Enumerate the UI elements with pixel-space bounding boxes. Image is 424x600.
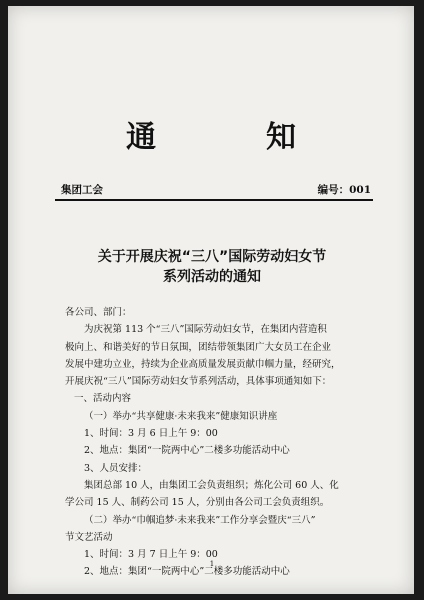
body-line: 1、时间：3 月 6 日上午 9：00 xyxy=(84,428,218,440)
body-line: 1、时间：3 月 7 日上午 9：00 xyxy=(84,549,218,561)
body-line: （一）举办“共享健康·未来我来”健康知识讲座 xyxy=(84,410,278,422)
body-line: 发展中建功立业，持续为企业高质量发展贡献巾帼力量，经研究， xyxy=(65,358,341,370)
body-line: 学公司 15 人、制药公司 15 人，分别由各公司工会负责组织。 xyxy=(65,497,330,509)
body-line: 3、人员安排： xyxy=(84,462,148,474)
page-number: 1 xyxy=(209,560,215,568)
issuer-name: 集团工会 xyxy=(61,184,103,196)
document-number: 编号：001 xyxy=(317,184,371,196)
header-rule xyxy=(55,199,373,201)
document-heading-line-2: 系列活动的通知 xyxy=(163,269,261,285)
document-body xyxy=(65,304,375,581)
body-line: 2、地点：集团“一院两中心”二楼多功能活动中心 xyxy=(84,445,290,457)
body-line: 为庆祝第 113 个“三八”国际劳动妇女节，在集团内营造积 xyxy=(84,324,327,336)
body-line: （二）举办“巾帼追梦·未来我来”工作分享会暨庆“三八” xyxy=(84,514,316,526)
body-line: 集团总部 10 人，由集团工会负责组织；炼化公司 60 人、化 xyxy=(84,479,339,491)
body-line: 极向上、和谐美好的节日氛围，团结带领集团广大女员工在企业 xyxy=(65,341,332,353)
body-line: 节文艺活动 xyxy=(65,531,113,543)
notice-title: 通知 xyxy=(126,120,406,155)
body-line: 开展庆祝“三八”国际劳动妇女节系列活动，具体事项通知如下： xyxy=(65,376,332,388)
body-line: 各公司、部门： xyxy=(65,307,132,318)
body-line: 2、地点：集团“一院两中心”二楼多功能活动中心 xyxy=(84,566,290,578)
body-line: 一、活动内容 xyxy=(74,393,132,405)
document-heading-line-1: 关于开展庆祝“三八”国际劳动妇女节 xyxy=(97,249,327,265)
